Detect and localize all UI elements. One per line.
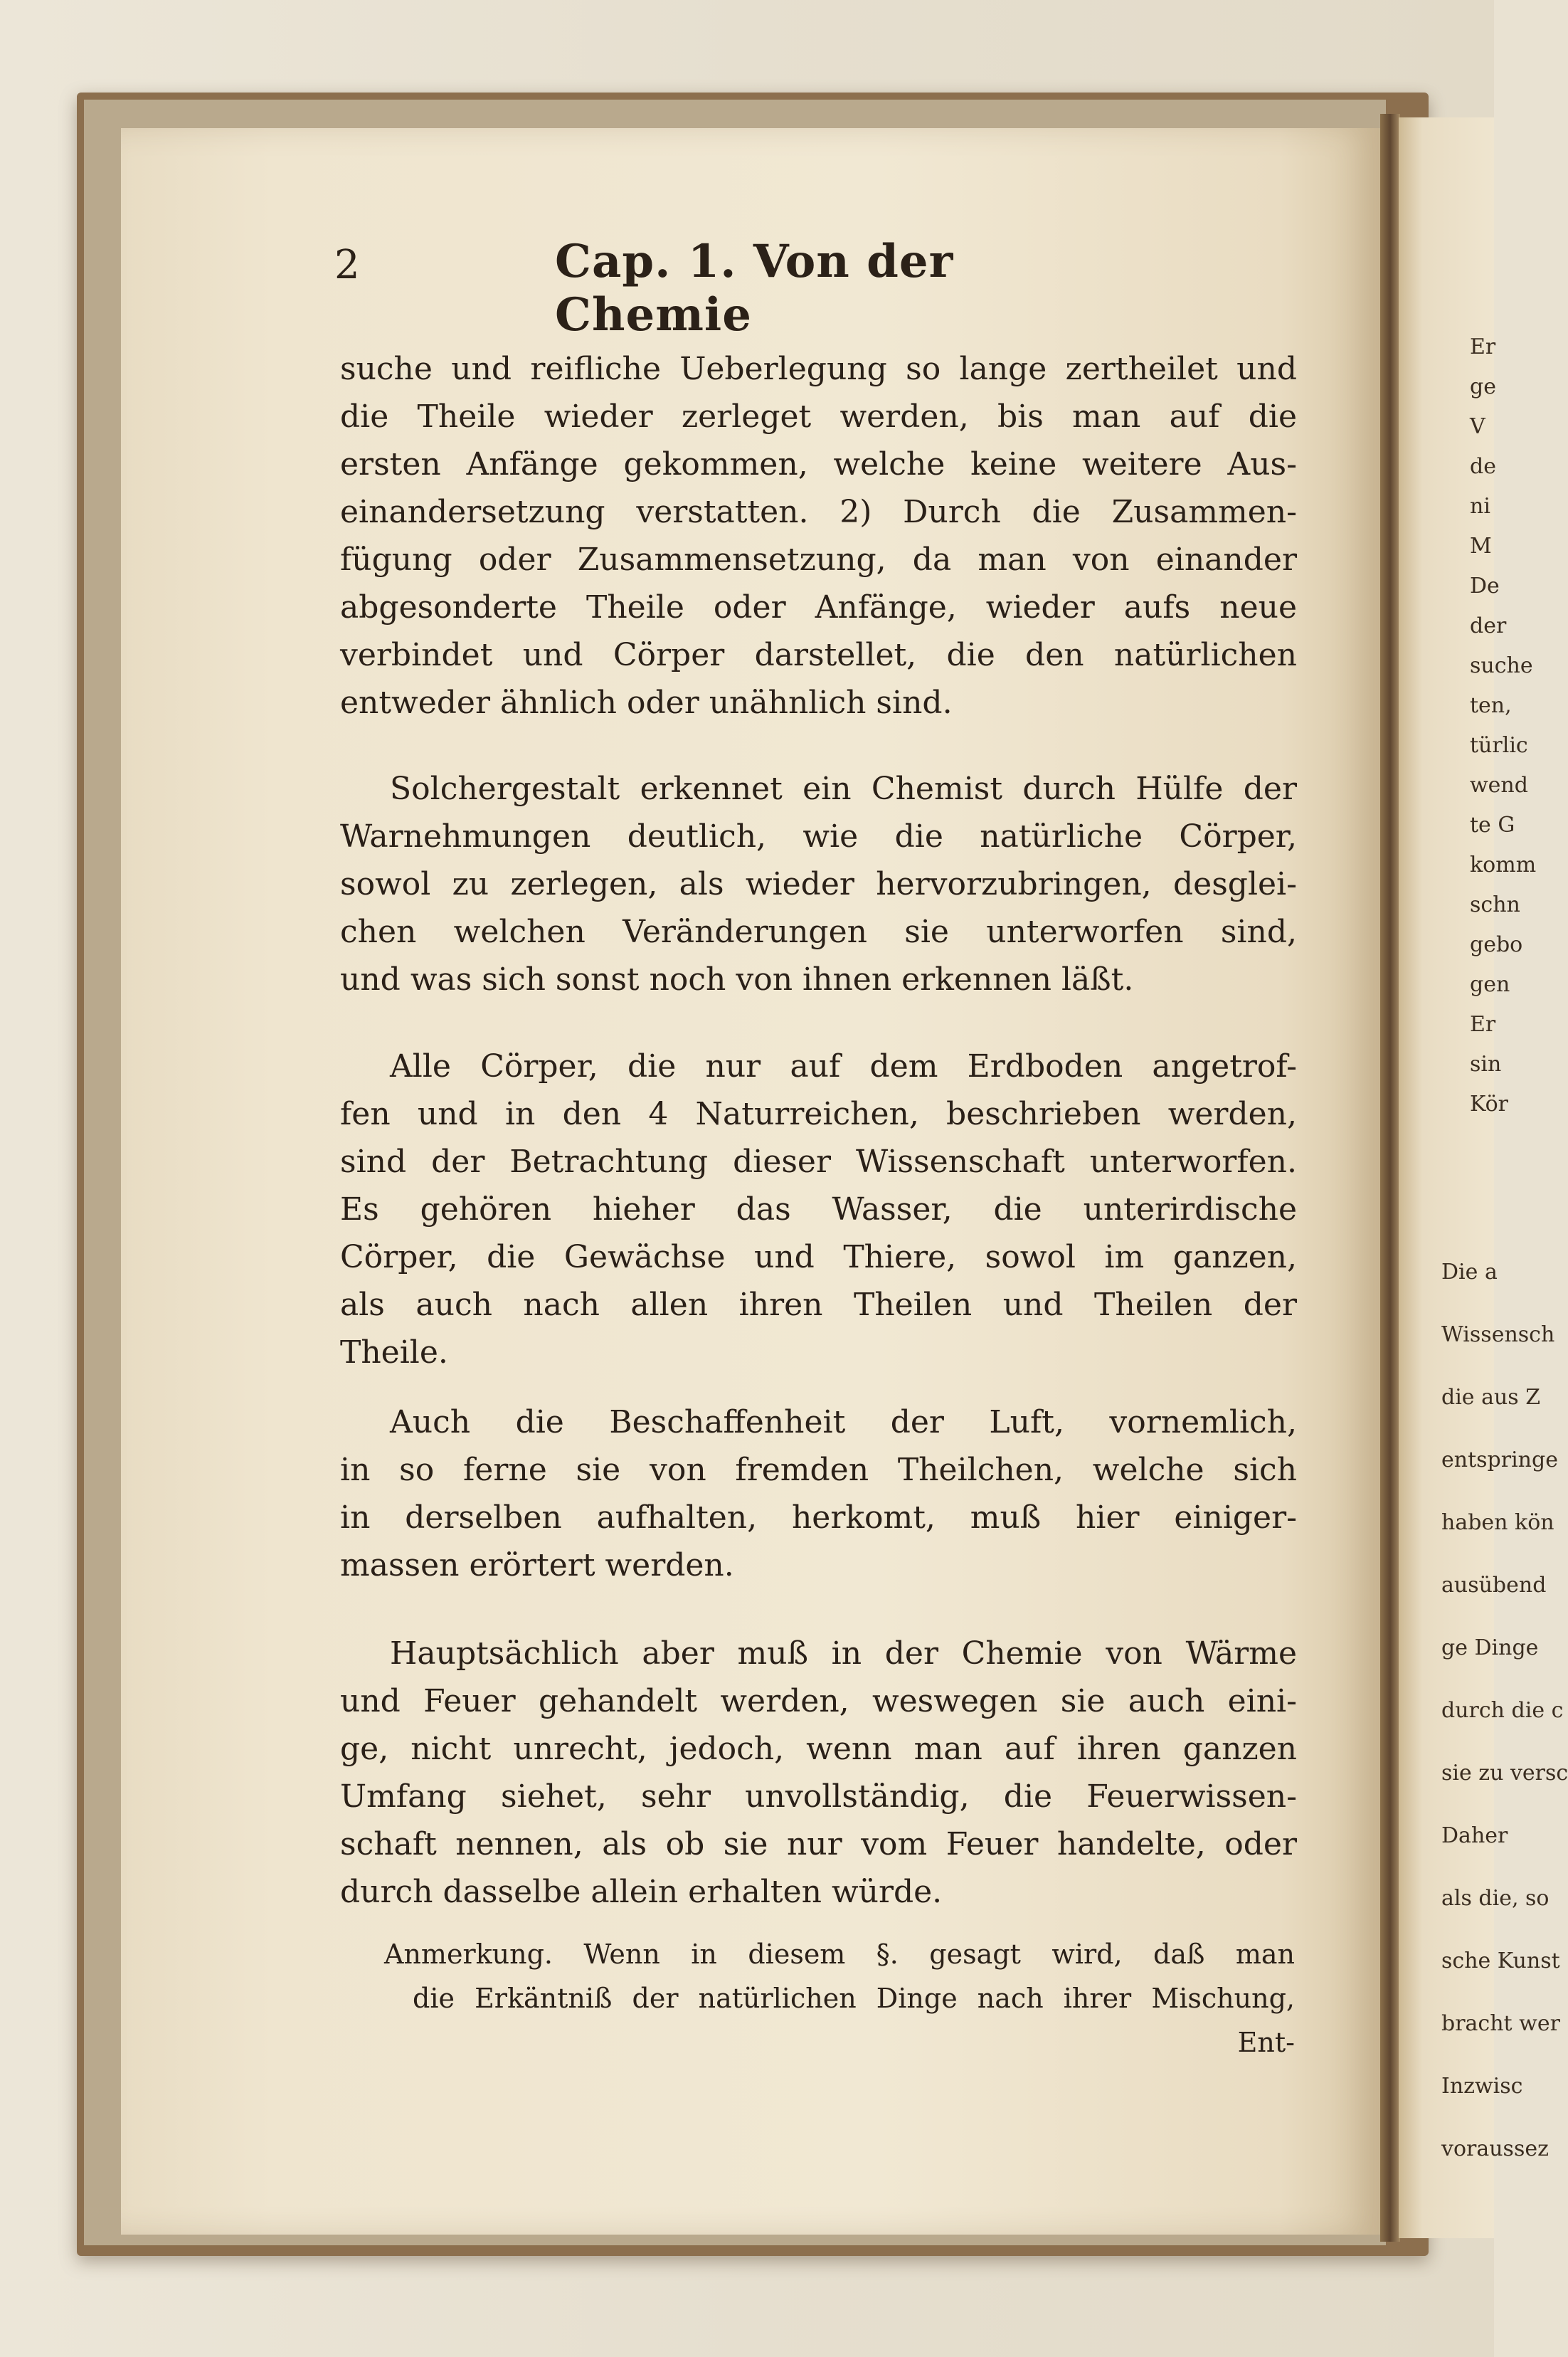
text-line: die Theile wieder zerleget werden, bis man auf die (340, 399, 1297, 435)
text-line: Hauptsächlich aber muß in der Chemie von Wärme (390, 1635, 1297, 1672)
adjacent-page-fragment: De (1470, 574, 1500, 599)
note (384, 1932, 1295, 2065)
text-line: abgesonderte Theile oder Anfänge, wieder aufs neue (340, 589, 1297, 626)
text-line: Es gehören hieher das Wasser, die unterirdische (340, 1191, 1297, 1228)
note-line: Anmerkung. Wenn in diesem §. gesagt wird, daß man (384, 1939, 1295, 1970)
text-line: und was sich sonst noch von ihnen erkennen läßt. (340, 961, 1134, 998)
text-line: entweder ähnlich oder unähnlich sind. (340, 685, 953, 721)
adjacent-page-fragment: M (1470, 534, 1492, 559)
adjacent-page-fragment: Inzwisc (1441, 2074, 1523, 2099)
adjacent-page-fragment: sin (1470, 1052, 1502, 1077)
adjacent-page-fragment: de (1470, 454, 1496, 479)
adjacent-page-fragment: als die, so (1441, 1886, 1550, 1911)
adjacent-page-fragment: voraussez (1441, 2136, 1549, 2161)
adjacent-page-fragment: te G (1470, 813, 1515, 838)
text-line: in derselben aufhalten, herkomt, muß hier einiger- (340, 1499, 1297, 1536)
text-line: fen und in den 4 Naturreichen, beschrieben werden, (340, 1096, 1297, 1132)
text-line: ge, nicht unrecht, jedoch, wenn man auf ihren ganzen (340, 1731, 1297, 1767)
adjacent-page-fragment: suche (1470, 653, 1533, 678)
note-line: die Erkäntniß der natürlichen Dinge nach ihrer Mischung, (413, 1983, 1295, 2014)
adjacent-page-fragment: durch die c (1441, 1698, 1564, 1723)
paragraph-5 (340, 1630, 1297, 1916)
text-line: Auch die Beschaffenheit der Luft, vornemlich, (390, 1404, 1297, 1440)
adjacent-page-fragment: entspringe (1441, 1448, 1558, 1472)
paragraph-1 (340, 345, 1297, 727)
adjacent-page-fragment: bracht wer (1441, 2011, 1560, 2036)
text-line: Theile. (340, 1334, 448, 1371)
adjacent-page-fragment: Er (1470, 334, 1496, 359)
adjacent-page-fragment: sie zu versc (1441, 1761, 1568, 1786)
adjacent-page-fragment: ten, (1470, 693, 1512, 718)
chapter-title: Cap. 1. Von der Chemie (555, 235, 954, 342)
text-line: sowol zu zerlegen, als wieder hervorzubringen, desglei- (340, 866, 1297, 902)
adjacent-page-fragment: komm (1470, 853, 1537, 877)
text-line: durch dasselbe allein erhalten würde. (340, 1874, 943, 1910)
adjacent-page-fragment: ni (1470, 494, 1490, 519)
text-line: in so ferne sie von fremden Theilchen, welche sich (340, 1452, 1297, 1488)
text-line: sind der Betrachtung dieser Wissenschaft unterworfen. (340, 1144, 1297, 1180)
page-number: 2 (334, 242, 360, 288)
adjacent-page-fragment: die aus Z (1441, 1385, 1541, 1410)
text-line: Warnehmungen deutlich, wie die natürliche Cörper, (340, 818, 1297, 855)
adjacent-page-fragment: ausübend (1441, 1573, 1547, 1598)
adjacent-page-fragment: haben kön (1441, 1510, 1554, 1535)
text-line: schaft nennen, als ob sie nur vom Feuer handelte, oder (340, 1826, 1297, 1862)
catchword: Ent- (1237, 2027, 1295, 2058)
text-line: suche und reifliche Ueberlegung so lange zertheilet und (340, 351, 1297, 387)
adjacent-page-fragment: ge (1470, 374, 1496, 399)
adjacent-page-fragment: Er (1470, 1012, 1496, 1037)
text-line: Solchergestalt erkennet ein Chemist durch Hülfe der (390, 771, 1297, 807)
text-line: Alle Cörper, die nur auf dem Erdboden angetrof- (390, 1048, 1297, 1085)
running-head (334, 235, 1117, 342)
paragraph-3 (340, 1043, 1297, 1376)
text-line: ersten Anfänge gekommen, welche keine weitere Aus- (340, 446, 1297, 483)
paragraph-4 (340, 1398, 1297, 1589)
adjacent-page-fragment: Wissensch (1441, 1322, 1555, 1347)
text-line: als auch nach allen ihren Theilen und Theilen der (340, 1287, 1297, 1323)
adjacent-page-fragment: ge Dinge (1441, 1635, 1539, 1660)
adjacent-page-fragment: wend (1470, 773, 1528, 798)
text-line: massen erörtert werden. (340, 1547, 734, 1583)
text-line: chen welchen Veränderungen sie unterworfen sind, (340, 914, 1297, 950)
text-line: Cörper, die Gewächse und Thiere, sowol im ganzen, (340, 1239, 1297, 1275)
adjacent-page-fragment: Daher (1441, 1823, 1508, 1848)
adjacent-page-fragment: der (1470, 613, 1507, 638)
adjacent-page-fragment: Kör (1470, 1092, 1509, 1117)
adjacent-page-fragment: türlic (1470, 733, 1528, 758)
adjacent-page-fragment: gen (1470, 972, 1510, 997)
text-line: einandersetzung verstatten. 2) Durch die Zusammen- (340, 494, 1297, 530)
adjacent-page-fragment: gebo (1470, 932, 1523, 957)
text-line: verbindet und Cörper darstellet, die den natürlichen (340, 637, 1297, 673)
text-line: Umfang siehet, sehr unvollständig, die Feuerwissen- (340, 1778, 1297, 1815)
adjacent-page-fragment: schn (1470, 892, 1520, 917)
adjacent-page-fragment: sche Kunst (1441, 1949, 1560, 1973)
adjacent-page-fragment: Die a (1441, 1260, 1498, 1285)
text-line: und Feuer gehandelt werden, weswegen sie auch eini- (340, 1683, 1297, 1719)
book-gutter (1380, 114, 1400, 2242)
paragraph-2 (340, 765, 1297, 1003)
text-line: fügung oder Zusammensetzung, da man von einander (340, 542, 1297, 578)
adjacent-page-fragment: V (1470, 414, 1485, 439)
